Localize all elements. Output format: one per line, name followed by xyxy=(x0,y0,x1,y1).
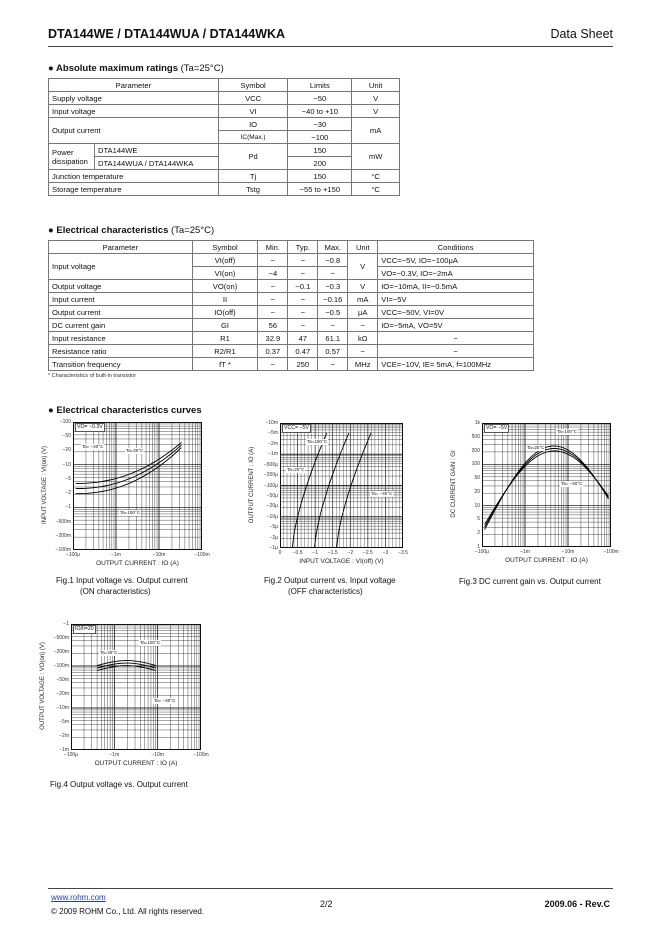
temperature-annotation: Ta=25°C xyxy=(100,650,118,655)
x-tick-label: −2 xyxy=(347,550,354,556)
x-axis-label: OUTPUT CURRENT : IO (A) xyxy=(96,560,179,567)
y-tick-label: 100 xyxy=(471,461,480,468)
table-row: Junction temperature Tj 150 °C xyxy=(49,170,400,183)
fig4-plot-area xyxy=(71,624,201,750)
temperature-annotation: Ta=25°C xyxy=(126,448,144,453)
y-tick-label: −500m xyxy=(53,635,69,641)
column-header: Typ. xyxy=(288,241,318,254)
fig3-plot-area xyxy=(482,423,611,547)
y-tick-label: −1m xyxy=(268,451,278,458)
y-tick-label: −100m xyxy=(55,547,71,553)
curves-heading: ● Electrical characteristics curves xyxy=(48,405,202,416)
x-tick-label: 0 xyxy=(278,550,282,556)
fig2-graph xyxy=(249,420,408,565)
x-axis-label: OUTPUT CURRENT : IO (A) xyxy=(505,557,588,564)
y-tick-label: −10 xyxy=(62,461,71,468)
y-tick-label: −10m xyxy=(265,420,278,426)
x-tick-label: −1.5 xyxy=(327,550,338,556)
y-tick-label: −500m xyxy=(55,518,71,525)
y-tick-label: −100 xyxy=(59,419,71,425)
temperature-annotation: Ta= −40°C xyxy=(82,444,104,449)
fig3-curve xyxy=(485,451,609,525)
x-tick-label: −100μ xyxy=(63,752,79,758)
y-tick-label: −1μ xyxy=(269,545,278,551)
y-tick-label: 10 xyxy=(474,502,480,509)
legend-box: VO= −5V xyxy=(486,425,508,431)
x-tick-label: −1m xyxy=(109,752,120,758)
y-tick-label: 500 xyxy=(471,433,480,440)
y-tick-label: −5m xyxy=(59,719,69,725)
x-tick-label: −100m xyxy=(603,549,619,555)
table-row: VI(on) −4 − − VO=−0.3V, IO=−2mA xyxy=(49,267,534,280)
x-tick-label: −100μ xyxy=(65,552,81,558)
table-row: Power dissipation DTA144WE Pd 150 mW xyxy=(49,144,400,157)
x-tick-label: −2.5 xyxy=(362,550,373,556)
abs-max-table xyxy=(48,78,400,196)
y-tick-label: −1m xyxy=(59,747,69,753)
x-tick-label: −10m xyxy=(152,552,166,558)
document-type: Data Sheet xyxy=(550,27,613,41)
y-axis-label: OUTPUT CURRENT : IO (A) xyxy=(249,446,255,523)
fig3-graph xyxy=(451,420,619,564)
temperature-annotation: Ta=100°C xyxy=(140,640,160,645)
temperature-annotation: Ta=25°C xyxy=(527,445,545,450)
legend-box: VO= −0.3V xyxy=(77,424,103,430)
fig3-curve xyxy=(485,449,609,528)
table-row: Resistance ratio R2/R1 0.37 0.47 0.57 − − xyxy=(49,345,534,358)
x-tick-label: −100m xyxy=(194,552,210,558)
column-header: Limits xyxy=(288,79,352,92)
copyright-notice: © 2009 ROHM Co., Ltd. All rights reserved. xyxy=(51,907,205,916)
page-footer xyxy=(48,888,613,916)
elec-char-footnote: * Characteristics of built-in transistor xyxy=(48,373,137,379)
table-row: Output current IO −30 mA xyxy=(49,118,400,131)
x-tick-label: −3 xyxy=(382,550,389,556)
y-tick-label: −10m xyxy=(56,705,69,711)
temperature-annotation: Ta=25°C xyxy=(287,467,305,472)
table-row: Transition frequency fT * − 250 − MHz VCE=−10V, IE= 5mA, f=100MHz xyxy=(49,358,534,371)
y-tick-label: −5m xyxy=(268,430,278,437)
abs-max-heading: ● Absolute maximum ratings (Ta=25°C) xyxy=(48,63,224,74)
column-header: Parameter xyxy=(49,241,193,254)
y-tick-label: −2μ xyxy=(269,534,278,541)
legend-box: IO/II=20 xyxy=(75,626,94,632)
x-tick-label: −0.5 xyxy=(292,550,303,556)
y-tick-label: −100m xyxy=(53,663,69,669)
table-row: Supply voltage VCC −50 V xyxy=(49,92,400,105)
y-tick-label: 5 xyxy=(477,516,480,523)
y-tick-label: −5 xyxy=(65,475,71,482)
y-tick-label: −2m xyxy=(268,440,278,447)
fig1-graph xyxy=(42,419,210,567)
y-tick-label: −1 xyxy=(63,621,69,627)
column-header: Symbol xyxy=(192,241,258,254)
x-tick-label: −10m xyxy=(151,752,164,758)
table-row: Storage temperature Tstg −55 to +150 °C xyxy=(49,183,400,196)
rohm-website-link[interactable]: www.rohm.com xyxy=(51,893,106,902)
y-tick-label: −2 xyxy=(65,490,71,497)
y-tick-label: −2m xyxy=(59,733,69,739)
x-tick-label: −1 xyxy=(312,550,318,556)
y-tick-label: −50m xyxy=(56,677,69,683)
elec-char-table xyxy=(48,240,534,371)
x-axis-label: OUTPUT CURRENT : IO (A) xyxy=(94,760,178,767)
y-tick-label: −20 xyxy=(62,447,71,454)
column-header: Conditions xyxy=(378,241,534,254)
y-tick-label: −200m xyxy=(55,532,71,539)
y-tick-label: −20m xyxy=(56,691,69,697)
x-tick-label: −100μ xyxy=(474,549,490,555)
temperature-annotation: Ta=100°C xyxy=(557,429,577,434)
column-header: Max. xyxy=(318,241,348,254)
y-tick-label: 200 xyxy=(471,447,480,454)
fig2-caption: Fig.2 Output current vs. Input voltage (OFF characteristics) xyxy=(264,576,396,596)
temperature-annotation: Ta= −40°C xyxy=(561,481,583,486)
page-number: 2/2 xyxy=(320,899,333,909)
elec-char-heading: ● Electrical characteristics (Ta=25°C) xyxy=(48,225,215,236)
column-header: Min. xyxy=(258,241,288,254)
y-tick-label: −100μ xyxy=(263,482,278,489)
temperature-annotation: Ta= −40°C xyxy=(154,698,176,703)
y-tick-label: −5μ xyxy=(269,524,278,531)
y-axis-label: INPUT VOLTAGE : VI(on) (V) xyxy=(42,445,48,525)
table-row: Output voltage VO(on) − −0.1 −0.3 V IO=−10mA, II=−0.5mA xyxy=(49,280,534,293)
table-row: Input current II − − −0.16 mA VI=−5V xyxy=(49,293,534,306)
y-tick-label: −200μ xyxy=(263,472,278,479)
y-tick-label: −50μ xyxy=(266,492,278,499)
y-tick-label: −10μ xyxy=(266,513,278,520)
y-tick-label: 2 xyxy=(477,530,480,537)
column-header: Parameter xyxy=(49,79,219,92)
table-row: IC(Max.) −100 xyxy=(49,131,400,144)
x-tick-label: −1m xyxy=(520,549,530,555)
table-row: Output current IO(off) − − −0.5 μA VCC=−50V, VI=0V xyxy=(49,306,534,319)
page-header xyxy=(48,25,613,47)
fig1-caption: Fig.1 Input voltage vs. Output current (ON characteristics) xyxy=(56,576,188,596)
table-row: Input voltage VI −40 to +10 V xyxy=(49,105,400,118)
x-tick-label: −1m xyxy=(111,552,121,558)
y-axis-label: OUTPUT VOLTAGE : VO(on) (V) xyxy=(40,642,46,730)
fig3-curve xyxy=(485,446,609,530)
temperature-annotation: Ta= −40°C xyxy=(371,491,393,496)
y-tick-label: −1 xyxy=(65,504,71,511)
y-tick-label: 1 xyxy=(477,544,480,550)
x-tick-label: −100m xyxy=(193,752,209,758)
fig3-caption: Fig.3 DC current gain vs. Output current xyxy=(459,577,601,586)
y-tick-label: −200m xyxy=(53,649,69,655)
y-axis-label: DC CURRENT GAIN : GI xyxy=(451,450,457,518)
table-row: DC current gain GI 56 − − − IO=−5mA, VO=5V xyxy=(49,319,534,332)
x-axis-label: INPUT VOLTAGE : VI(off) (V) xyxy=(299,558,384,565)
x-tick-label: −3.5 xyxy=(398,550,408,556)
y-tick-label: −20μ xyxy=(266,503,278,510)
table-row: Input voltage VI(off) − − −0.8 V VCC=−5V, IO=−100μA xyxy=(49,254,534,267)
fig4-caption: Fig.4 Output voltage vs. Output current xyxy=(50,780,188,789)
temperature-annotation: Ta=100°C xyxy=(307,439,327,444)
y-tick-label: 50 xyxy=(474,475,480,482)
column-header: Symbol xyxy=(218,79,288,92)
table-row: DTA144WUA / DTA144WKA 200 xyxy=(49,157,400,170)
temperature-annotation: Ta=100°C xyxy=(120,510,140,515)
fig1-plot-area xyxy=(73,422,202,550)
column-header: Unit xyxy=(352,79,400,92)
fig4-graph xyxy=(40,621,209,767)
fig2-plot-area xyxy=(280,423,403,548)
x-tick-label: −10m xyxy=(561,549,575,555)
document-title: DTA144WE / DTA144WUA / DTA144WKA xyxy=(48,27,286,41)
y-tick-label: −500μ xyxy=(263,461,278,468)
y-tick-label: 1k xyxy=(474,420,480,426)
column-header: Unit xyxy=(348,241,378,254)
revision-label: 2009.06 - Rev.C xyxy=(544,899,610,909)
y-tick-label: 20 xyxy=(474,488,480,495)
legend-box: VCC= −5V xyxy=(284,425,309,431)
table-row: Input resistance R1 32.9 47 61.1 kΩ − xyxy=(49,332,534,345)
y-tick-label: −50 xyxy=(62,433,71,440)
